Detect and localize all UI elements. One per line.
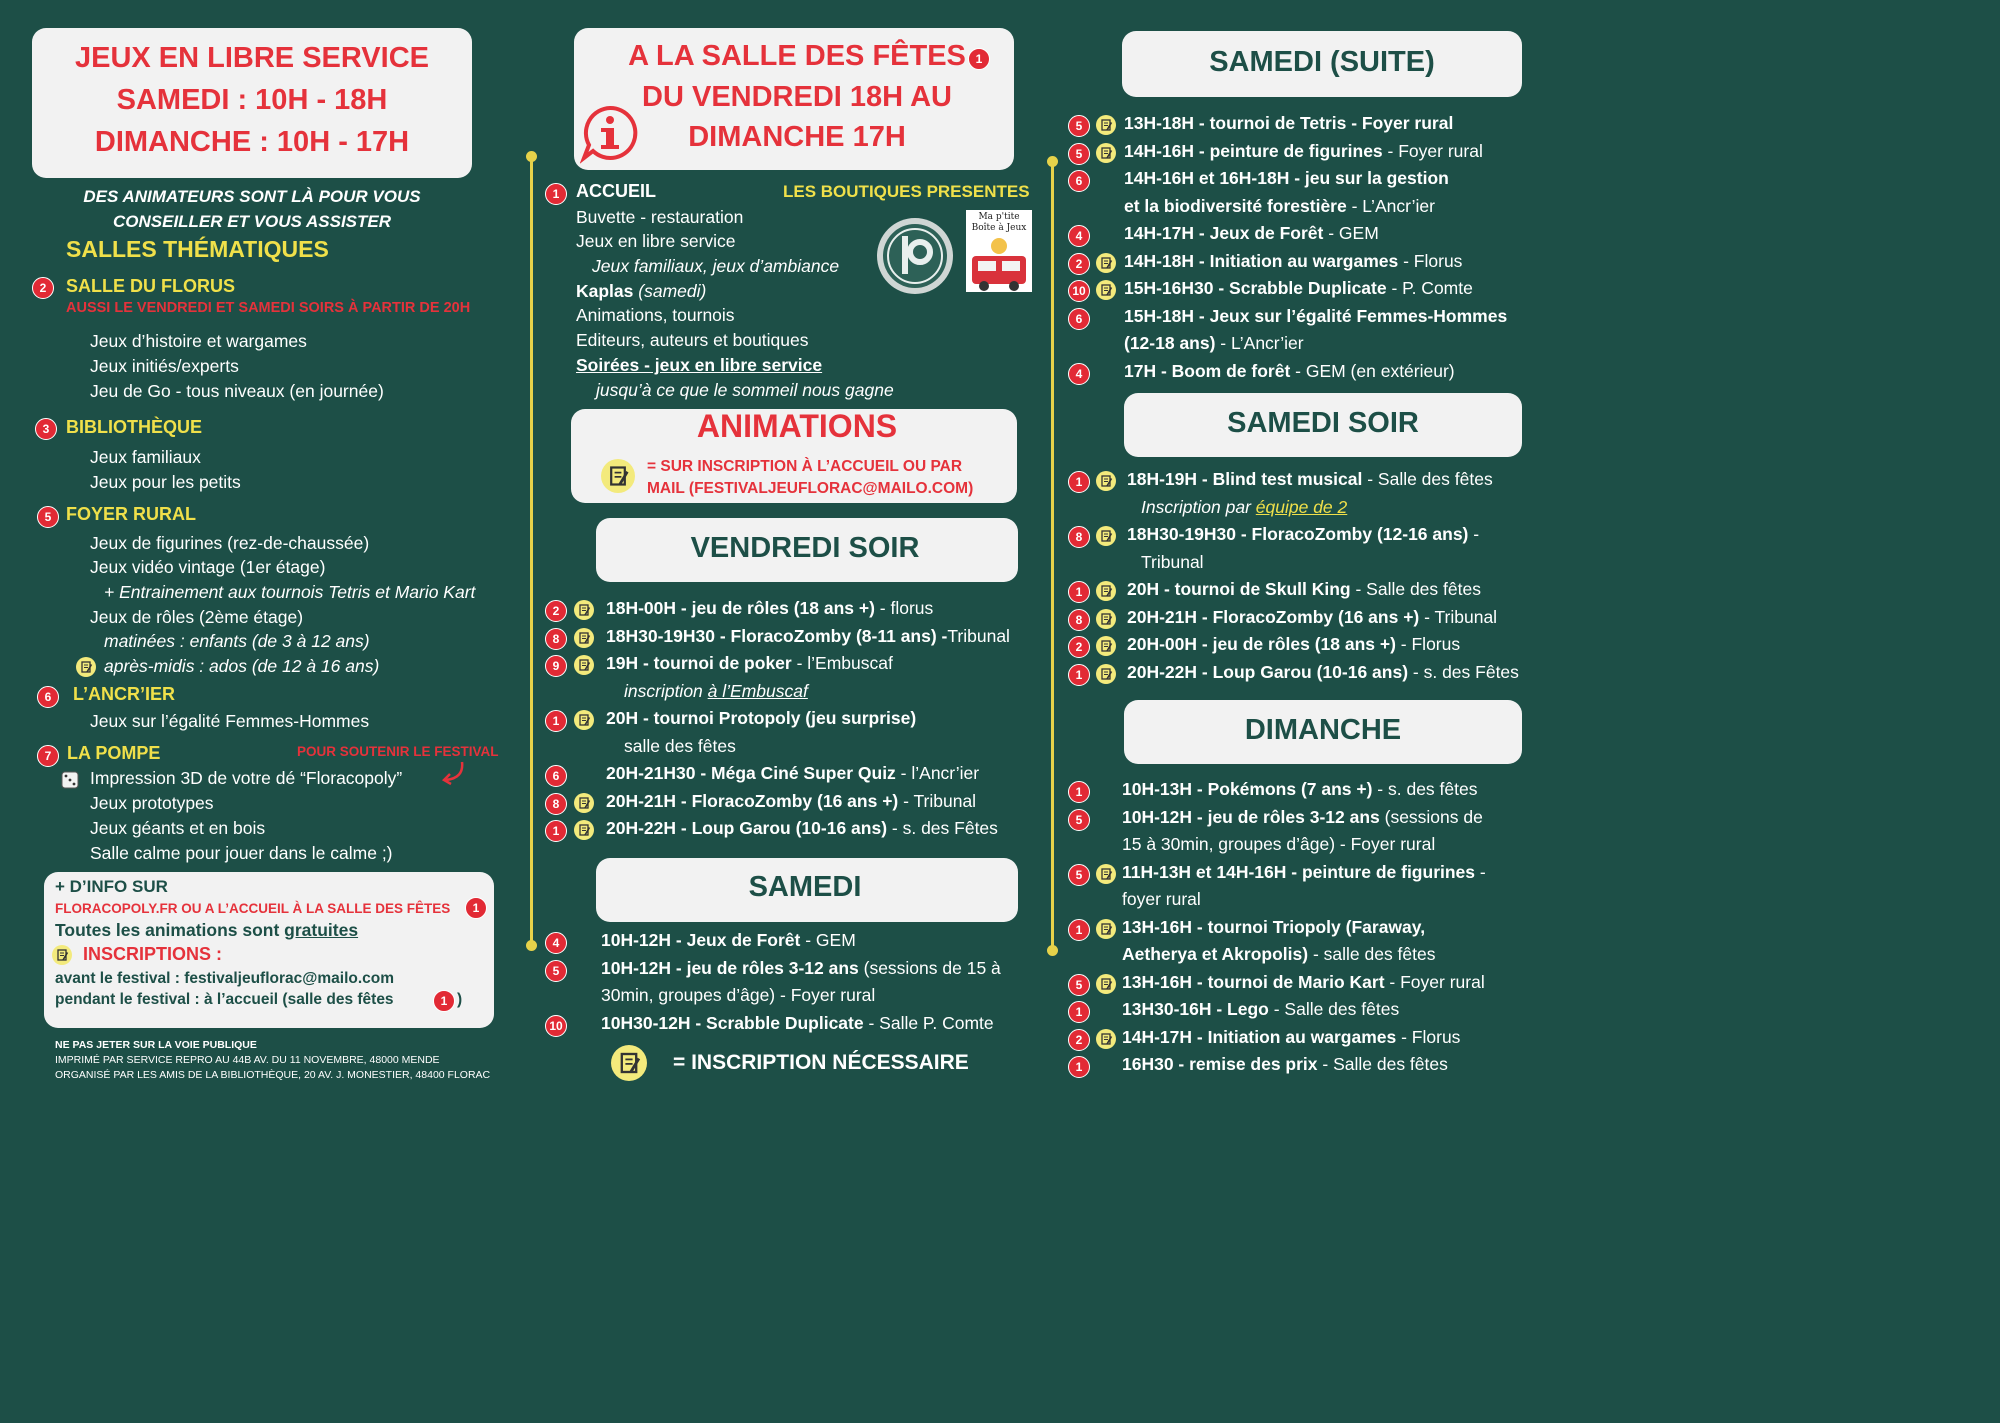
room-number-badge: 4 [1068,363,1090,385]
item-detail: - salle des fêtes [1308,944,1436,964]
inscription-icon [601,459,635,493]
room-number-badge: 1 [433,990,455,1012]
room-number-badge: 1 [1068,1001,1090,1023]
schedule-item [601,930,856,951]
room-number-badge: 10 [1068,280,1090,302]
schedule-item [606,598,933,619]
inscription-icon [1096,526,1116,546]
item-detail: 30min, groupes d’âge) - Foyer rural [601,985,876,1005]
inscription-during [55,991,394,1009]
during-text: pendant le festival : à l’accueil (salle des fêtes [55,991,394,1008]
room-number-badge: 1 [1068,781,1090,803]
schedule-item [1122,1054,1448,1075]
item-detail: - l’Ancr’ier [895,763,980,783]
logo-text: Boîte à Jeux [971,223,1027,233]
samedi-title: SAMEDI [748,871,862,903]
florus-item: Jeux initiés/experts [90,356,239,376]
item-title: 10H30-12H - Scrabble Duplicate [601,1012,864,1033]
foyer-item: matinées : enfants (de 3 à 12 ans) [104,631,370,651]
schedule-item [1141,497,1347,518]
room-number-badge: 1 [1068,581,1090,603]
during-end: ) [457,991,463,1008]
item-detail: - [1475,861,1486,882]
pompe-support-note: POUR SOUTENIR LE FESTIVAL [297,744,499,759]
item-title: 16H30 - remise des prix [1122,1054,1318,1074]
florus-item: Jeux d’histoire et wargames [90,331,307,351]
item-title: 20H - tournoi Protopoly (jeu surprise) [606,708,917,728]
schedule-item [1122,917,1425,938]
item-link[interactable]: à l’Embuscaf [707,680,808,701]
item-title: 13H30-16H - Lego [1122,999,1269,1019]
item-detail: - Tribunal [898,790,977,811]
room-number-badge: 1 [1068,664,1090,686]
room-number-badge: 8 [1068,609,1090,631]
schedule-item [1122,999,1399,1020]
salle-line-1: A LA SALLE DES FÊTES [628,40,966,72]
dice-icon [60,768,82,790]
florus-item: Jeu de Go - tous niveaux (en journée) [90,381,384,401]
room-number-badge: 1 [1068,1056,1090,1078]
timeline-line [1051,162,1054,952]
schedule-item [606,763,979,784]
shop-logo-lp [875,216,955,296]
inscription-icon [1096,253,1116,273]
free-line [55,920,358,941]
timeline-dot [526,940,537,951]
item-title: 20H-21H30 - Méga Ciné Super Quiz [606,763,896,783]
inscription-icon [574,820,594,840]
animations-note-line: MAIL (FESTIVALJEUFLORAC@MAILO.COM) [647,480,974,497]
room-number-badge: 10 [545,1015,567,1037]
item-title: 20H-22H - Loup Garou (10-16 ans) [1127,661,1409,682]
item-title: 18H-00H - jeu de rôles (18 ans +) [606,598,875,618]
room-number-badge: 5 [545,960,567,982]
item-detail: - L’Ancr’ier [1215,333,1304,353]
arrow-icon [440,760,470,786]
inscription-icon [1096,864,1116,884]
inscription-icon [574,655,594,675]
schedule-item [624,736,736,757]
schedule-item [1124,223,1379,244]
pompe-item: Jeux prototypes [90,793,214,813]
item-detail: inscription [624,680,708,701]
item-detail: (sessions de 15 à [858,957,1001,978]
schedule-item [1124,141,1483,162]
room-number-badge: 2 [1068,636,1090,658]
kaplas-note: (samedi) [633,281,707,301]
item-detail: - Salle P. Comte [863,1012,994,1033]
timeline-dot [1047,156,1058,167]
item-title: 20H-22H - Loup Garou (10-16 ans) [606,818,888,838]
room-number-badge: 2 [545,600,567,622]
hours-line-3: DIMANCHE : 10H - 17H [94,126,410,158]
schedule-item [601,1013,994,1034]
animations-note-line: = SUR INSCRIPTION À L’ACCUEIL OU PAR [647,458,963,475]
item-title: 10H-12H - jeu de rôles 3-12 ans [601,957,859,978]
inscription-icon [574,628,594,648]
accueil-item: Jeux en libre service [576,231,736,251]
item-detail: - s. des Fêtes [1408,661,1519,682]
item-detail: 15 à 30min, groupes d’âge) - Foyer rural [1122,834,1436,854]
schedule-item [606,818,998,839]
soir-title: SAMEDI SOIR [1227,407,1419,439]
room-number-badge: 5 [1068,974,1090,996]
schedule-item [1124,306,1507,327]
item-detail: - Florus [1396,1026,1461,1047]
item-title: 13H-16H - tournoi Triopoly (Faraway, [1122,916,1426,937]
inscription-icon [1096,143,1116,163]
animators-line-2: CONSEILLER ET VOUS ASSISTER [112,212,392,231]
inscription-icon [1096,471,1116,491]
pompe-item: Impression 3D de votre dé “Floracopoly” [90,768,403,788]
accueil-title: ACCUEIL [576,181,656,201]
foyer-item: après-midis : ados (de 12 à 16 ans) [104,656,380,676]
schedule-item [1122,944,1436,965]
inscription-icon [574,600,594,620]
hours-line-2: SAMEDI : 10H - 18H [116,84,388,116]
item-title: et la biodiversité forestière [1124,195,1347,216]
schedule-item [1127,579,1481,600]
item-title: 13H-18H - tournoi de Tetris - Foyer rural [1124,113,1454,133]
inscription-icon [574,793,594,813]
schedule-item [1141,552,1204,573]
room-number-badge: 1 [545,710,567,732]
schedule-item [1127,469,1493,490]
item-title: 14H-16H et 16H-18H - jeu sur la gestion [1124,168,1449,188]
schedule-item [1127,634,1460,655]
schedule-item [1124,168,1449,189]
room-number-badge: 5 [1068,115,1090,137]
info-title: + D’INFO SUR [55,877,168,896]
item-title: (12-18 ans) [1124,333,1216,353]
accueil-item-kaplas [576,281,706,302]
inscription-icon [574,710,594,730]
schedule-item [1122,779,1477,800]
schedule-item [1124,196,1435,217]
inscription-icon [76,657,96,677]
accueil-item: Buvette - restauration [576,207,744,227]
schedule-item [1122,807,1483,828]
room-number-badge: 4 [1068,225,1090,247]
room-number-badge: 3 [35,418,57,440]
item-detail: foyer rural [1122,889,1201,909]
foyer-item: Jeux de rôles (2ème étage) [90,607,304,627]
biblio-item: Jeux familiaux [90,447,201,467]
kaplas-label: Kaplas [576,281,634,301]
schedule-item [1124,251,1462,272]
item-detail: - florus [874,598,934,618]
salle-line-3: DIMANCHE 17H [688,121,906,153]
schedule-item [1124,278,1473,299]
shop-logo-boite [966,210,1032,292]
room-number-badge: 1 [545,183,567,205]
accueil-item: Editeurs, auteurs et boutiques [576,330,809,350]
biblio-item: Jeux pour les petits [90,472,241,492]
item-detail: - GEM [1323,223,1379,243]
item-detail: - GEM [800,930,856,950]
schedule-item [1127,524,1479,545]
room-number-badge: 5 [1068,809,1090,831]
item-detail: - P. Comte [1386,278,1473,298]
timeline-dot [526,151,537,162]
accueil-item: jusqu’à ce que le sommeil nous gagne [596,380,894,400]
accueil-item: Soirées - jeux en libre service [576,355,823,375]
item-detail: - Florus [1395,634,1461,654]
item-title: 17H - Boom de forêt [1124,360,1291,381]
item-detail: - Florus [1398,250,1463,271]
item-title: 18H-19H - Blind test musical [1127,469,1363,489]
accueil-item: Jeux familiaux, jeux d’ambiance [592,256,840,276]
schedule-item [1122,834,1435,855]
footer-line: IMPRIMÉ PAR SERVICE REPRO AU 44B AV. DU 11 NOVEMBRE, 48000 MENDE [55,1054,440,1066]
inscription-icon [1096,919,1116,939]
item-title: 13H-16H - tournoi de Mario Kart [1122,971,1385,992]
room-number-badge: 1 [545,820,567,842]
item-detail: Tribunal [1141,551,1204,572]
room-number-badge: 2 [1068,1029,1090,1051]
item-title: 11H-13H et 14H-16H - peinture de figurines [1122,861,1476,882]
room-number-badge: 5 [1068,143,1090,165]
animators-line-1: DES ANIMATEURS SONT LÀ POUR VOUS [83,187,421,206]
item-title: 14H-17H - Jeux de Forêt [1124,223,1324,243]
room-number-badge: 8 [545,793,567,815]
schedule-item [1127,607,1497,628]
biblio-title: BIBLIOTHÈQUE [66,417,203,437]
item-detail: - [1468,524,1480,544]
inscription-icon [1096,581,1116,601]
schedule-item [606,653,893,674]
room-number-badge: 5 [37,506,59,528]
timeline-dot [1047,945,1058,956]
item-title: 19H - tournoi de poker [606,653,792,673]
pompe-title: LA POMPE [67,743,161,763]
foyer-title: FOYER RURAL [66,504,196,524]
item-title: 20H-00H - jeu de rôles (18 ans +) [1127,634,1396,654]
item-title: 10H-12H - jeu de rôles 3-12 ans [1122,806,1380,827]
florus-subtitle: AUSSI LE VENDREDI ET SAMEDI SOIRS À PARTIR DE 20H [66,300,471,316]
pompe-item: Jeux géants et en bois [90,818,266,838]
dimanche-title: DIMANCHE [1244,714,1402,746]
item-detail: salle des fêtes [624,735,736,756]
inscription-icon [52,945,72,965]
inscription-icon [1096,664,1116,684]
room-number-badge: 7 [37,745,59,767]
foyer-item: + Entrainement aux tournois Tetris et Mario Kart [104,582,476,602]
room-number-badge: 8 [545,628,567,650]
schedule-item [1124,333,1304,354]
room-number-badge: 1 [465,897,487,919]
item-title: 10H-13H - Pokémons (7 ans +) [1122,779,1373,799]
room-number-badge: 2 [32,277,54,299]
legend-text: = INSCRIPTION NÉCESSAIRE [673,1051,969,1074]
room-number-badge: 9 [545,655,567,677]
item-detail: Inscription par [1141,496,1256,517]
inscription-before: avant le festival : festivaljeuflorac@mailo.com [55,970,395,987]
item-detail: - Salle des fêtes [1350,579,1481,599]
boutiques-title: LES BOUTIQUES PRESENTES [783,182,1030,201]
free-text: Toutes les animations sont [55,920,285,940]
room-number-badge: 4 [545,932,567,954]
item-detail: Tribunal [947,625,1010,646]
timeline-line [530,157,533,945]
schedule-item [606,626,1010,647]
salle-line-2: DU VENDREDI 18H AU [642,81,952,113]
item-detail: - s. des fêtes [1372,779,1478,799]
room-number-badge: 6 [545,765,567,787]
schedule-item [1122,862,1486,883]
footer-line: NE PAS JETER SUR LA VOIE PUBLIQUE [55,1039,257,1051]
vendredi-title: VENDREDI SOIR [690,532,920,564]
item-title: 20H - tournoi de Skull King [1127,579,1351,599]
ancrier-item: Jeux sur l’égalité Femmes-Hommes [90,711,370,731]
schedule-item [1122,889,1201,910]
inscription-icon [1096,636,1116,656]
schedule-item [1124,113,1453,134]
item-title: Aetherya et Akropolis) [1122,944,1309,964]
room-number-badge: 1 [1068,919,1090,941]
room-number-badge: 6 [37,686,59,708]
inscription-icon [1096,115,1116,135]
item-title: 15H-18H - Jeux sur l’égalité Femmes-Hommes [1124,305,1508,326]
room-number-badge: 1 [968,48,990,70]
item-title: 18H30-19H30 - FloracoZomby (12-16 ans) [1127,524,1469,544]
item-detail: - GEM (en extérieur) [1290,360,1455,381]
schedule-item [1124,361,1455,382]
room-number-badge: 6 [1068,170,1090,192]
schedule-item [1127,662,1519,683]
schedule-item [601,985,875,1006]
inscription-icon [1096,1029,1116,1049]
item-detail: - Salle des fêtes [1317,1054,1448,1074]
inscription-icon [1096,280,1116,300]
item-title: 10H-12H - Jeux de Forêt [601,930,801,950]
item-detail: - s. des Fêtes [887,818,998,838]
room-number-badge: 2 [1068,253,1090,275]
item-detail: (sessions de [1379,806,1483,827]
logo-text: Ma p'tite [978,212,1020,222]
ancrier-title: L’ANCR’IER [73,684,176,704]
schedule-item [606,708,916,729]
item-detail: - Foyer rural [1384,971,1485,992]
item-detail: - Tribunal [1419,606,1498,627]
item-link[interactable]: équipe de 2 [1255,496,1348,517]
inscriptions-title: INSCRIPTIONS : [83,944,223,964]
schedule-item [1122,972,1485,993]
item-detail: - l’Embuscaf [791,653,893,673]
schedule-item [624,681,808,702]
item-title: 14H-17H - Initiation au wargames [1122,1026,1397,1047]
accueil-item: Animations, tournois [576,305,735,325]
item-detail: - Salle des fêtes [1268,999,1400,1019]
free-word: gratuites [284,920,359,940]
room-number-badge: 6 [1068,308,1090,330]
info-site: FLORACOPOLY.FR OU A L’ACCUEIL À LA SALLE DES FÊTES [55,901,451,916]
florus-title: SALLE DU FLORUS [66,276,235,296]
thematic-title: SALLES THÉMATIQUES [66,236,329,262]
item-detail: - L’Ancr’ier [1346,195,1435,216]
inscription-icon [611,1045,647,1081]
item-detail: - Salle des fêtes [1362,469,1493,489]
item-title: 18H30-19H30 - FloracoZomby (8-11 ans) - [606,625,948,646]
inscription-icon [1096,974,1116,994]
room-number-badge: 5 [1068,864,1090,886]
item-title: 15H-16H30 - Scrabble Duplicate [1124,278,1387,298]
suite-title: SAMEDI (SUITE) [1209,46,1435,78]
footer-line: ORGANISÉ PAR LES AMIS DE LA BIBLIOTHÈQUE, 20 AV. J. MONESTIER, 48400 FLORAC [55,1069,491,1081]
pompe-item: Salle calme pour jouer dans le calme ;) [90,843,393,863]
room-number-badge: 1 [1068,471,1090,493]
schedule-item [1122,1027,1460,1048]
item-title: 14H-16H - peinture de figurines [1124,140,1383,161]
item-title: 14H-18H - Initiation au wargames [1124,250,1399,271]
hours-line-1: JEUX EN LIBRE SERVICE [74,42,429,74]
schedule-item [606,791,976,812]
item-title: 20H-21H - FloracoZomby (16 ans +) [1127,606,1420,627]
inscription-icon [1096,609,1116,629]
room-number-badge: 8 [1068,526,1090,548]
foyer-item: Jeux de figurines (rez-de-chaussée) [90,533,370,553]
item-detail: - Foyer rural [1382,140,1483,161]
schedule-item [601,958,1001,979]
animations-title: ANIMATIONS [696,408,898,444]
foyer-item: Jeux vidéo vintage (1er étage) [90,557,326,577]
item-title: 20H-21H - FloracoZomby (16 ans +) [606,790,899,811]
